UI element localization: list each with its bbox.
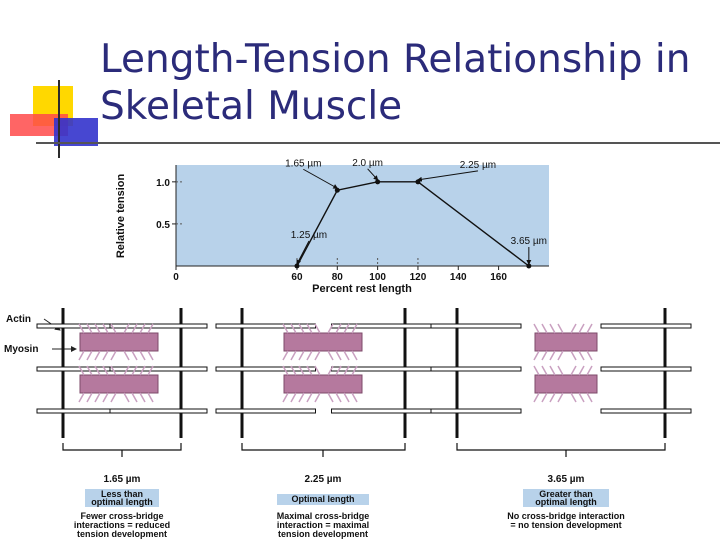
length-bracket <box>457 443 665 457</box>
x-tick-label: 100 <box>369 272 386 283</box>
cross-bridge <box>87 393 92 402</box>
cross-bridge <box>542 393 547 402</box>
myosin-filament <box>80 333 158 351</box>
cross-bridge <box>587 393 592 402</box>
actin-filament <box>431 324 521 328</box>
x-tick-label: 120 <box>409 272 427 283</box>
cross-bridge <box>79 351 84 360</box>
annotation-label: 1.65 µm <box>285 158 322 170</box>
myosin-filament <box>535 375 597 393</box>
deco-horizontal-rule <box>36 142 720 144</box>
cross-bridge <box>550 351 555 360</box>
cross-bridge <box>542 366 547 375</box>
cross-bridge <box>571 351 576 360</box>
cross-bridge <box>328 351 333 360</box>
y-tick-label: 0.5 <box>156 219 170 231</box>
description-label: interactions = reduced <box>73 520 171 530</box>
cross-bridge <box>558 366 563 375</box>
cross-bridge <box>307 351 312 360</box>
cross-bridge <box>124 393 129 402</box>
sarcomere-length-label: 1.65 µm <box>103 474 141 485</box>
sarcomere-long <box>431 308 691 530</box>
cross-bridge <box>587 324 592 333</box>
title-line-2: Skeletal Muscle <box>100 84 403 129</box>
annotation-label: 3.65 µm <box>510 236 548 247</box>
cross-bridge <box>542 351 547 360</box>
cross-bridge <box>140 393 145 402</box>
sarcomere-optimal <box>216 308 431 539</box>
cross-bridge <box>103 393 108 402</box>
cross-bridge <box>352 351 357 360</box>
description-label: Maximal cross-bridge <box>276 511 370 521</box>
description-label: tension development <box>277 529 369 539</box>
myosin-filament <box>535 333 597 351</box>
state-label: optimal length <box>535 497 597 507</box>
cross-bridge <box>299 351 304 360</box>
myosin-label: Myosin <box>4 344 39 355</box>
cross-bridge <box>550 324 555 333</box>
x-tick-label: 140 <box>449 272 467 283</box>
cross-bridge <box>352 393 357 402</box>
cross-bridge <box>587 351 592 360</box>
actin-filament <box>431 409 521 413</box>
y-axis-label: Relative tension <box>115 173 127 259</box>
cross-bridge <box>579 393 584 402</box>
state-label: Greater than <box>539 489 593 499</box>
x-axis-label: Percent rest length <box>312 283 412 295</box>
cross-bridge <box>558 351 563 360</box>
cross-bridge <box>571 324 576 333</box>
title-line-1: Length-Tension Relationship in <box>100 37 691 82</box>
description-label: No cross-bridge interaction <box>507 511 625 521</box>
cross-bridge <box>103 351 108 360</box>
cross-bridge <box>336 351 341 360</box>
cross-bridge <box>140 351 145 360</box>
cross-bridge <box>124 351 129 360</box>
x-tick-label: 80 <box>331 272 343 283</box>
cross-bridge <box>111 351 116 360</box>
state-label: Optimal length <box>291 494 355 504</box>
cross-bridge <box>95 351 100 360</box>
chart-plot-area <box>176 165 549 266</box>
actin-filament <box>110 324 207 328</box>
cross-bridge <box>132 393 137 402</box>
actin-filament <box>110 409 207 413</box>
annotation-label: 2.0 µm <box>352 157 384 169</box>
cross-bridge <box>111 393 116 402</box>
description-label: = no tension development <box>510 520 622 530</box>
x-tick-label: 160 <box>490 272 507 283</box>
cross-bridge <box>579 366 584 375</box>
actin-filament <box>216 409 316 413</box>
description-label: tension development <box>76 529 168 539</box>
cross-bridge <box>534 366 539 375</box>
sarcomere-short <box>37 308 207 539</box>
deco-vertical-line <box>58 80 60 158</box>
cross-bridge <box>579 324 584 333</box>
cross-bridge <box>299 393 304 402</box>
state-label: Less than <box>100 489 144 499</box>
description-label: interaction = maximal <box>276 520 370 530</box>
cross-bridge <box>79 393 84 402</box>
data-point <box>526 264 531 269</box>
actin-filament <box>332 409 432 413</box>
cross-bridge <box>534 393 539 402</box>
cross-bridge <box>315 393 320 402</box>
x-tick-label: 60 <box>291 272 303 283</box>
sarcomere-length-label: 2.25 µm <box>304 474 342 485</box>
myosin-filament <box>284 375 362 393</box>
cross-bridge <box>132 351 137 360</box>
actin-filament <box>601 409 691 413</box>
actin-label: Actin <box>6 314 31 325</box>
cross-bridge <box>571 366 576 375</box>
cross-bridge <box>550 366 555 375</box>
cross-bridge <box>283 393 288 402</box>
cross-bridge <box>291 351 296 360</box>
cross-bridge <box>344 393 349 402</box>
sarcomere-diagram <box>0 290 720 540</box>
cross-bridge <box>328 393 333 402</box>
actin-filament <box>601 324 691 328</box>
actin-filament <box>431 367 521 371</box>
cross-bridge <box>291 393 296 402</box>
annotation-label: 1.25 µm <box>290 230 328 241</box>
cross-bridge <box>579 351 584 360</box>
myosin-filament <box>80 375 158 393</box>
data-point <box>415 179 420 184</box>
slide-title <box>100 36 710 130</box>
cross-bridge <box>542 324 547 333</box>
cross-bridge <box>315 351 320 360</box>
state-label: optimal length <box>91 497 153 507</box>
cross-bridge <box>148 351 153 360</box>
data-point <box>375 179 380 184</box>
cross-bridge <box>344 351 349 360</box>
cross-bridge <box>148 393 153 402</box>
cross-bridge <box>571 393 576 402</box>
cross-bridge <box>550 393 555 402</box>
annotation-label: 2.25 µm <box>459 159 497 171</box>
description-label: Fewer cross-bridge <box>80 511 164 521</box>
cross-bridge <box>283 351 288 360</box>
cross-bridge <box>534 351 539 360</box>
sarcomere-length-label: 3.65 µm <box>547 474 585 485</box>
length-bracket <box>63 443 181 457</box>
y-tick-label: 1.0 <box>156 177 170 189</box>
data-point <box>335 188 340 193</box>
cross-bridge <box>95 393 100 402</box>
data-point <box>294 264 299 269</box>
cross-bridge <box>307 393 312 402</box>
cross-bridge <box>587 366 592 375</box>
x-tick-label: 0 <box>173 272 179 283</box>
actin-filament <box>601 367 691 371</box>
cross-bridge <box>558 324 563 333</box>
cross-bridge <box>558 393 563 402</box>
cross-bridge <box>87 351 92 360</box>
length-bracket <box>242 443 405 457</box>
cross-bridge <box>534 324 539 333</box>
actin-filament <box>110 367 207 371</box>
cross-bridge <box>336 393 341 402</box>
myosin-filament <box>284 333 362 351</box>
